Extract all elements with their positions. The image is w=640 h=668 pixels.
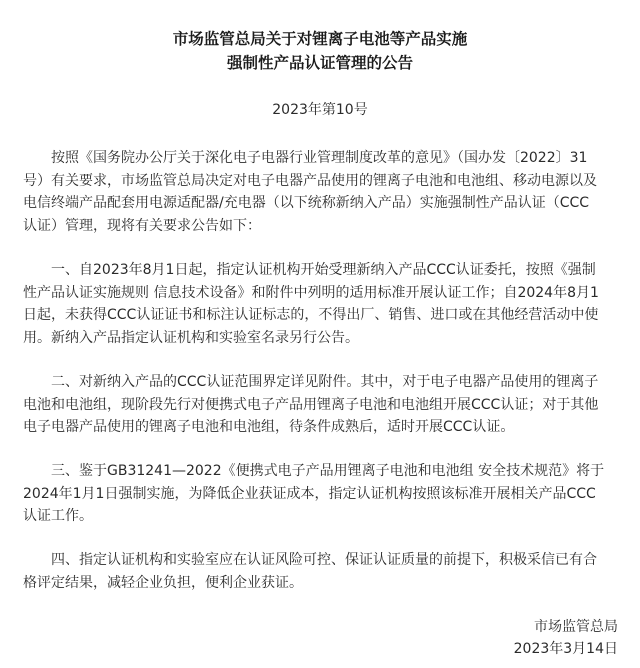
paragraph-item-4 [23, 549, 623, 594]
paragraph-line: 四、指定认证机构和实验室应在认证风险可控、保证认证质量的前提下，积极采信已有合 [23, 552, 597, 568]
issuing-organization: 市场监管总局 [534, 619, 618, 635]
paragraph-line: 号）有关要求，市场监管总局决定对电子电器产品使用的锂离子电池和电池组、移动电源以及 [23, 172, 597, 189]
paragraph-line: 性产品认证实施规则 信息技术设备》和附件中列明的适用标准开展认证工作；自2024年8月1 [23, 284, 599, 301]
paragraph-line: 日起，未获得CCC认证证书和标注认证标志的，不得出厂、销售、进口或在其他经营活动中使 [23, 307, 599, 324]
paragraph-item-2 [23, 371, 623, 439]
paragraph-item-3 [23, 460, 623, 528]
paragraph-line: 2024年1月1日强制实施，为降低企业获证成本，指定认证机构按照该标准开展相关产品CCC [23, 485, 596, 502]
paragraph-item-1 [23, 259, 623, 349]
paragraph-line: 电子电器产品使用的锂离子电池和电池组，待条件成熟后，适时开展CCC认证。 [23, 419, 515, 436]
paragraph-line: 二、对新纳入产品的CCC认证范围界定详见附件。其中，对于电子电器产品使用的锂离子 [23, 374, 599, 390]
paragraph-line: 认证）管理，现将有关要求公告如下： [23, 217, 261, 234]
paragraph-line: 三、鉴于GB31241—2022《便携式电子产品用锂离子电池和电池组 安全技术规范》将于 [23, 463, 605, 479]
paragraph-line: 电信终端产品配套用电源适配器/充电器（以下统称新纳入产品）实施强制性产品认证（CCC [23, 195, 590, 212]
document-number: 2023年第10号 [272, 102, 368, 118]
paragraph-intro [23, 147, 623, 237]
paragraph-line: 电池和电池组，现阶段先行对便携式电子产品用锂离子电池和电池组开展CCC认证；对于其他 [23, 396, 599, 413]
paragraph-line: 用。新纳入产品指定认证机构和实验室名录另行公告。 [23, 329, 359, 346]
paragraph-line: 认证工作。 [23, 508, 93, 525]
paragraph-line: 按照《国务院办公厅关于深化电子电器行业管理制度改革的意见》（国办发〔2022〕31 [23, 150, 588, 166]
issue-date: 2023年3月14日 [513, 641, 618, 657]
title-line-1: 市场监管总局关于对锂离子电池等产品实施 [172, 30, 468, 48]
title-line-2: 强制性产品认证管理的公告 [226, 54, 413, 72]
paragraph-line: 一、自2023年8月1日起，指定认证机构开始受理新纳入产品CCC认证委托，按照《强制 [23, 262, 596, 278]
paragraph-line: 格评定结果，减轻企业负担，便利企业获证。 [23, 574, 303, 591]
